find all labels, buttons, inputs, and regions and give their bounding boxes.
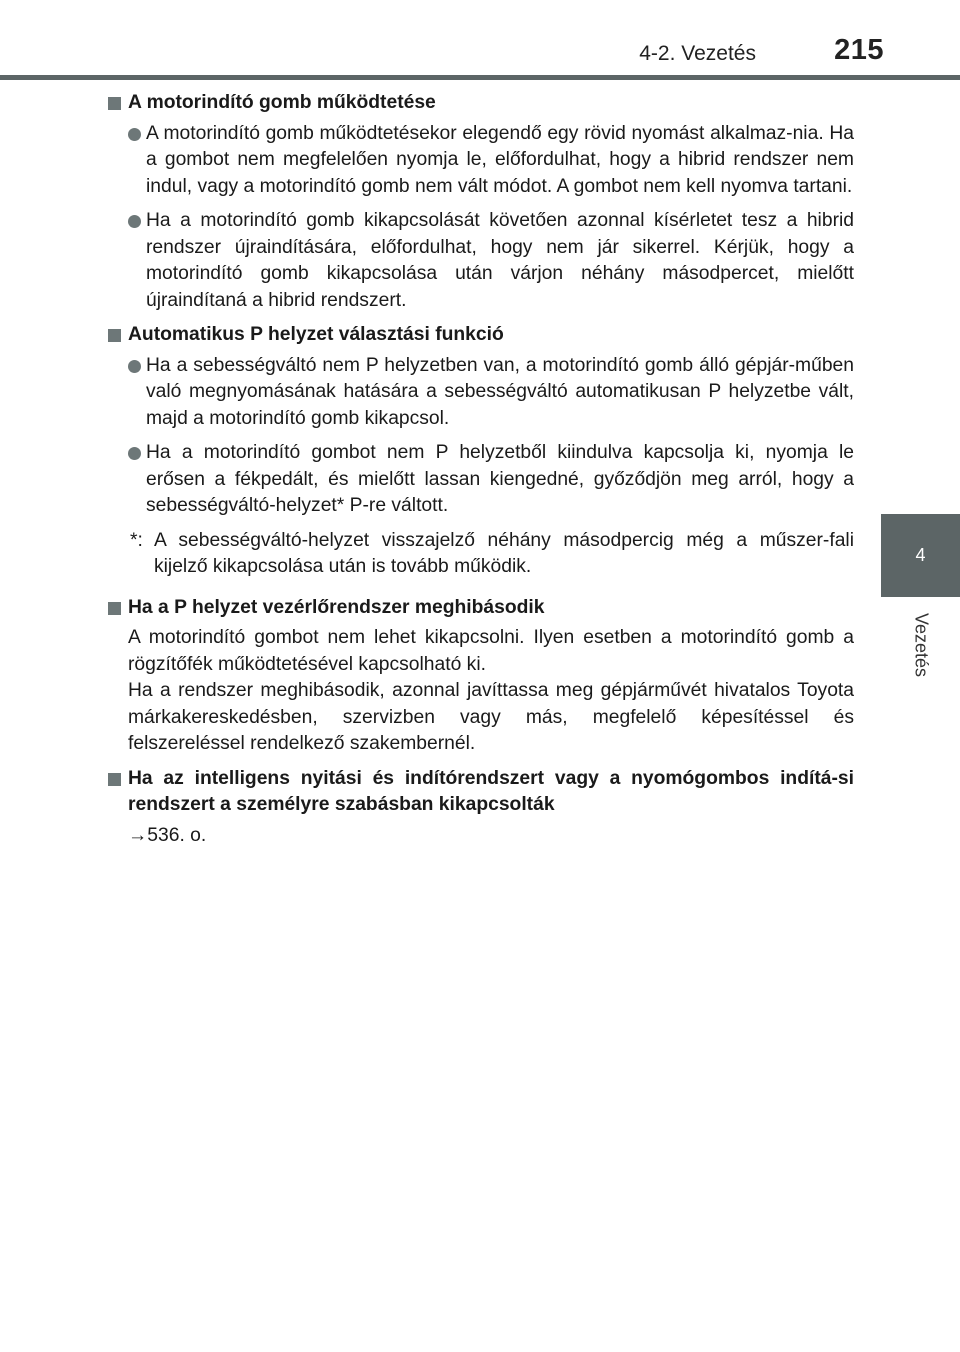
section-heading-text: Ha a P helyzet vezérlőrendszer meghibásodik — [128, 596, 545, 618]
paragraph: A motorindító gombot nem lehet kikapcsolni. Ilyen esetben a motorindító gomb a rögzítőfék működtetésével kapcsolható ki. — [128, 627, 854, 675]
paragraph: Ha a rendszer meghibásodik, azonnal javíttassa meg gépjárművét hivatalos Toyota márkakereskedésben, szervizben vagy más, megfelelő képesítéssel és felszereléssel rendelkező szakembernél. — [128, 680, 854, 754]
bullet-text: A motorindító gomb működtetésekor elegendő egy rövid nyomást alkalmaz-nia. Ha a gombot nem megfelelően nyomja le, előfordulhat, hogy a hibrid rendszer nem indul, vagy a motorindító gomb nem vált módot. A gombot nem kell nyomva tartani. — [146, 122, 854, 197]
chapter-tab-number: 4 — [915, 545, 926, 565]
bullet-text: Ha a motorindító gombot nem P helyzetből kiindulva kapcsolja ki, nyomja le erősen a fékpedált, és mielőtt lassan kiengedné, győződjön meg arról, hogy a sebességváltó-helyzet* P-re váltott. — [146, 442, 854, 516]
page-reference-text: 536. o. — [147, 824, 207, 846]
square-bullet-icon — [108, 329, 121, 342]
section-heading — [106, 766, 854, 819]
bullet-item — [106, 121, 854, 201]
circle-bullet-icon — [128, 215, 141, 228]
circle-bullet-icon — [128, 447, 141, 460]
section-smart-entry-disabled — [106, 766, 854, 850]
square-bullet-icon — [108, 97, 121, 110]
square-bullet-icon — [108, 602, 121, 615]
section-heading-text: Ha az intelligens nyitási és indítórendszert vagy a nyomógombos indítá-si rendszert a személyre szabásban kikapcsolták — [128, 767, 854, 815]
section-heading-text: Automatikus P helyzet választási funkció — [128, 324, 504, 345]
circle-bullet-icon — [128, 128, 141, 141]
section-title: 4-2. Vezetés — [639, 42, 756, 65]
bullet-text: Ha a motorindító gomb kikapcsolását követően azonnal kísérletet tesz a hibrid rendszer újraindítására, előfordulhat, hogy nem jár sikerrel. Kérjük, hogy a motorindító gomb kikapcsolása után várjon néhány másodpercet, mielőtt újraindítaná a hibrid rendszert. — [146, 210, 854, 311]
footnote-mark: *: — [130, 529, 143, 551]
bullet-text: Ha a sebességváltó nem P helyzetben van, a motorindító gomb álló gépjár-műben való megnyomásának hatására a sebességváltó automatikusan P helyzetbe vált, majd a motorindító gomb kikapcsol. — [146, 354, 854, 429]
chapter-tab-label-text: Vezetés — [911, 612, 931, 678]
section-heading — [106, 595, 854, 622]
footnote-text: A sebességváltó-helyzet visszajelző néhány másodpercig még a műszer-fali kijelző kikapcsolása után is tovább működik. — [154, 529, 854, 577]
footnote — [106, 528, 854, 581]
page-number: 215 — [834, 34, 884, 66]
chapter-tab-label — [881, 600, 960, 690]
chapter-tab[interactable] — [881, 514, 960, 597]
section-p-control-failure — [106, 595, 854, 758]
section-heading — [106, 90, 854, 117]
section-auto-p-position — [106, 322, 854, 581]
bullet-item — [106, 208, 854, 314]
page-content — [106, 90, 854, 857]
arrow-right-icon: → — [128, 824, 148, 846]
circle-bullet-icon — [128, 360, 141, 373]
page-header — [0, 0, 960, 80]
section-heading — [106, 322, 854, 349]
header-rule — [0, 75, 960, 80]
bullet-item — [106, 353, 854, 433]
page-reference[interactable] — [106, 823, 854, 850]
square-bullet-icon — [108, 773, 121, 786]
section-heading-text: A motorindító gomb működtetése — [128, 92, 436, 113]
bullet-item — [106, 440, 854, 520]
section-motor-button-operation — [106, 90, 854, 314]
